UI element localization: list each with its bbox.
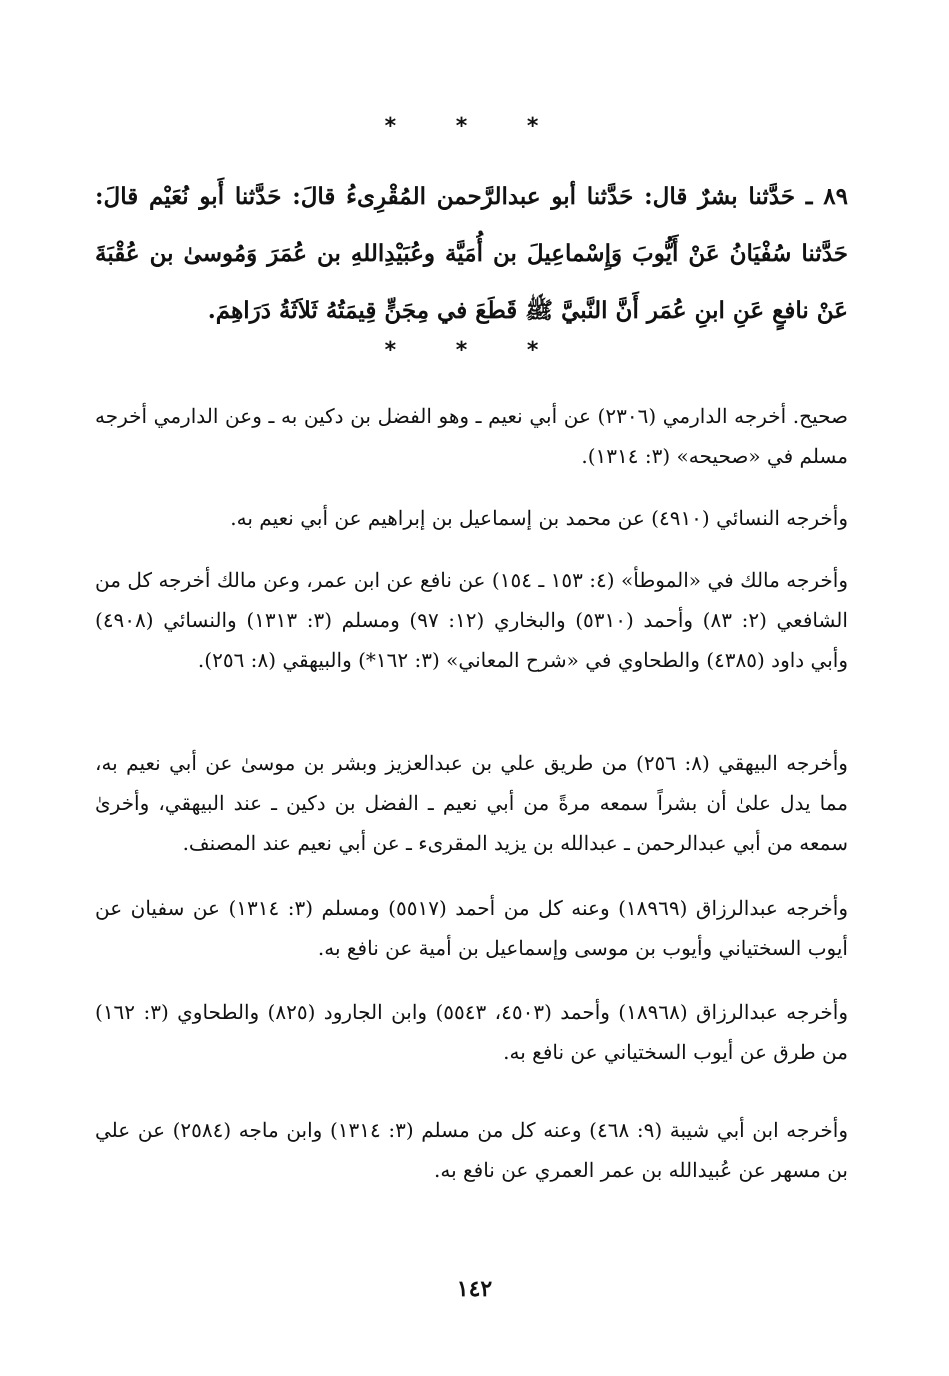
commentary-paragraph-2: وأخرجه النسائي (٤٩١٠) عن محمد بن إسماعيل بن إبراهيم عن أبي نعيم به. xyxy=(230,506,848,530)
page-number: ١٤٢ xyxy=(456,1276,493,1302)
commentary-paragraph-4: وأخرجه البيهقي (٨: ٢٥٦) من طريق علي بن عبدالعزيز وبشر بن موسىٰ عن أبي نعيم به، مما يدل علىٰ أن بشراً سمعه مرةً من أبي نعيم ـ الفضل بن دكين ـ عند البيهقي، وأخرىٰ سمعه من أبي عبدالرحمن ـ عبدالله بن يزيد المقرىء ـ عن أبي نعيم عند المصنف. xyxy=(95,751,848,855)
separator-stars-middle: * * * xyxy=(384,338,565,363)
separator-stars-top: * * * xyxy=(384,114,565,139)
hadith-text: ٨٩ ـ حَدَّثنا بشرٌ قال: حَدَّثنا أبو عبدالرَّحمن المُقْرِىءُ قالَ: حَدَّثنا أَبو نُعَيْم قالَ: حَدَّثنا سُفْيَانُ عَنْ أَيُّوبَ وَإِسْماعِيلَ بن أُمَيَّة وعُبَيْدِاللهِ بن عُمَرَ وَمُوسىٰ بن عُقْبَةَ عَنْ نافعٍ عَنِ ابنِ عُمَر أَنَّ النَّبيَّ ﷺ قَطَعَ في مِجَنٍّ قِيمَتُهُ ثَلاَثَةُ دَرَاهِمَ. xyxy=(95,183,848,324)
commentary-paragraph-3: وأخرجه مالك في «الموطأ» (٤: ١٥٣ ـ ١٥٤) عن نافع عن ابن عمر، وعن مالك أخرجه كل من الشافعي (٢: ٨٣) وأحمد (٥٣١٠) والبخاري (١٢: ٩٧) ومسلم (٣: ١٣١٣) والنسائي (٤٩٠٨) وأبي داود (٤٣٨٥) والطحاوي في «شرح المعاني» (٣: ١٦٢*) والبيهقي (٨: ٢٥٦). xyxy=(95,568,848,672)
commentary-paragraph-6: وأخرجه عبدالرزاق (١٨٩٦٨) وأحمد (٤٥٠٣، ٥٥٤٣) وابن الجارود (٨٢٥) والطحاوي (٣: ١٦٢) من طرق عن أيوب السختياني عن نافع به. xyxy=(95,1000,849,1064)
commentary-paragraph-5: وأخرجه عبدالرزاق (١٨٩٦٩) وعنه كل من أحمد (٥٥١٧) ومسلم (٣: ١٣١٤) عن سفيان عن أيوب السختياني وأيوب بن موسى وإسماعيل بن أمية عن نافع به. xyxy=(95,896,849,960)
commentary-paragraph-7: وأخرجه ابن أبي شيبة (٩: ٤٦٨) وعنه كل من مسلم (٣: ١٣١٤) وابن ماجه (٢٥٨٤) عن علي بن مسهر عن عُبيدالله بن عمر العمري عن نافع به. xyxy=(95,1118,848,1182)
commentary-paragraph-1: صحيح. أخرجه الدارمي (٢٣٠٦) عن أبي نعيم ـ وهو الفضل بن دكين به ـ وعن الدارمي أخرجه مسلم في «صحيحه» (٣: ١٣١٤). xyxy=(95,404,848,468)
